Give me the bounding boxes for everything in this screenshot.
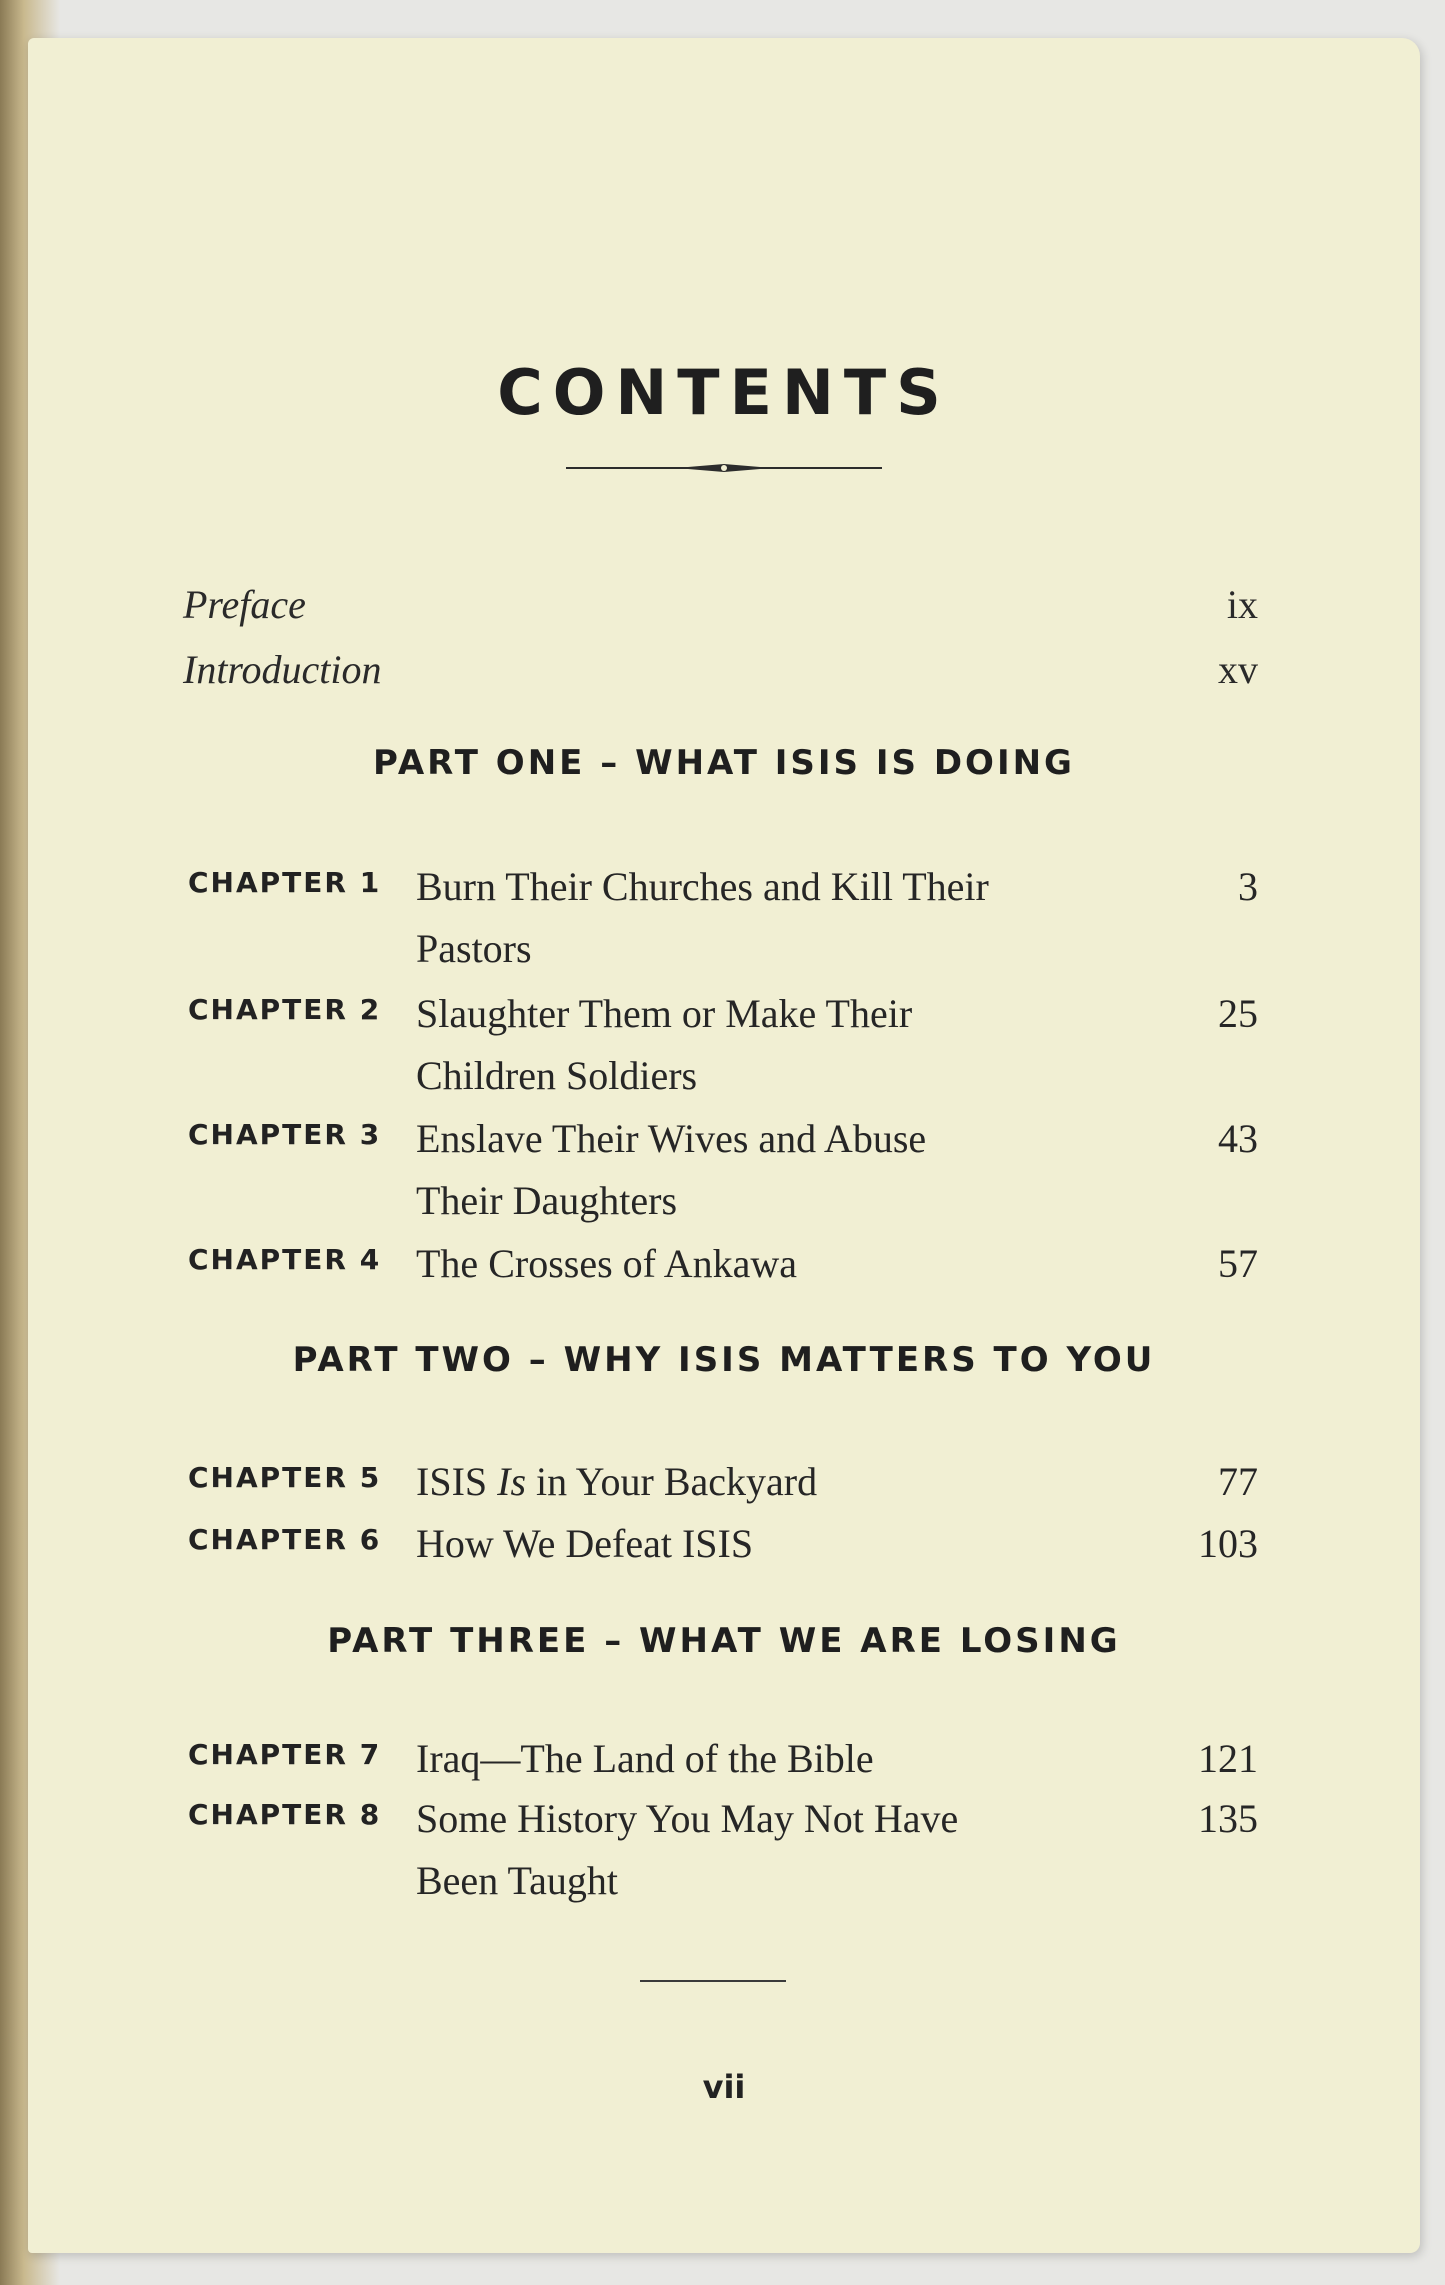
chapter-label: CHAPTER 2 xyxy=(188,993,382,1026)
entry-page-number: xv xyxy=(1218,647,1258,692)
chapter-page-number: 25 xyxy=(1218,991,1258,1036)
toc-entry-chapter-2[interactable] xyxy=(188,983,1258,1107)
chapter-label: CHAPTER 5 xyxy=(188,1461,382,1494)
chapter-page-number: 103 xyxy=(1198,1521,1258,1566)
chapter-title xyxy=(416,1451,996,1513)
chapter-title: The Crosses of Ankawa xyxy=(416,1241,798,1286)
chapter-label: CHAPTER 3 xyxy=(188,1118,382,1151)
chapter-label: CHAPTER 6 xyxy=(188,1523,382,1556)
chapter-page-number: 77 xyxy=(1218,1459,1258,1504)
chapter-label: CHAPTER 8 xyxy=(188,1798,382,1831)
footer-rule xyxy=(640,1980,786,1982)
part-heading-one: PART ONE – WHAT ISIS IS DOING xyxy=(373,743,1075,783)
chapter-title: Iraq—The Land of the Bible xyxy=(416,1736,874,1781)
chapter-title: Burn Their Churches and Kill Their Pastors xyxy=(416,864,989,971)
title-ornament-rule xyxy=(566,458,882,478)
chapter-title-part: ISIS xyxy=(416,1459,498,1504)
page-folio: vii xyxy=(702,2068,746,2106)
chapter-label: CHAPTER 7 xyxy=(188,1738,382,1771)
toc-entry-chapter-7[interactable] xyxy=(188,1728,1258,1790)
part-heading-two: PART TWO – WHY ISIS MATTERS TO YOU xyxy=(292,1340,1156,1380)
chapter-label: CHAPTER 4 xyxy=(188,1243,382,1276)
entry-title: Preface xyxy=(183,582,306,627)
toc-entry-chapter-3[interactable] xyxy=(188,1108,1258,1232)
chapter-page-number: 43 xyxy=(1218,1116,1258,1161)
chapter-title: How We Defeat ISIS xyxy=(416,1521,754,1566)
chapter-page-number: 121 xyxy=(1198,1736,1258,1781)
toc-entry-chapter-4[interactable] xyxy=(188,1233,1258,1295)
entry-page-number: ix xyxy=(1226,582,1258,627)
toc-entry-introduction[interactable] xyxy=(183,646,1258,696)
part-heading-three: PART THREE – WHAT WE ARE LOSING xyxy=(327,1621,1121,1661)
chapter-page-number: 135 xyxy=(1198,1796,1258,1841)
chapter-title: Some History You May Not Have Been Taught xyxy=(416,1796,959,1903)
page-title: CONTENTS xyxy=(497,356,951,429)
toc-entry-chapter-8[interactable] xyxy=(188,1788,1258,1912)
chapter-title-part: in Your Backyard xyxy=(526,1459,818,1504)
toc-entry-chapter-5[interactable] xyxy=(188,1451,1258,1513)
chapter-page-number: 3 xyxy=(1238,864,1258,909)
chapter-page-number: 57 xyxy=(1218,1241,1258,1286)
toc-entry-chapter-6[interactable] xyxy=(188,1513,1258,1575)
chapter-label: CHAPTER 1 xyxy=(188,866,382,899)
chapter-title: Enslave Their Wives and Abuse Their Daughters xyxy=(416,1116,927,1223)
book-page xyxy=(28,38,1420,2253)
chapter-title-emphasis: Is xyxy=(497,1459,527,1504)
toc-entry-preface[interactable] xyxy=(183,581,1258,631)
entry-title: Introduction xyxy=(183,647,382,692)
toc-entry-chapter-1[interactable] xyxy=(188,856,1258,980)
chapter-title: Slaughter Them or Make Their Children Soldiers xyxy=(416,991,913,1098)
